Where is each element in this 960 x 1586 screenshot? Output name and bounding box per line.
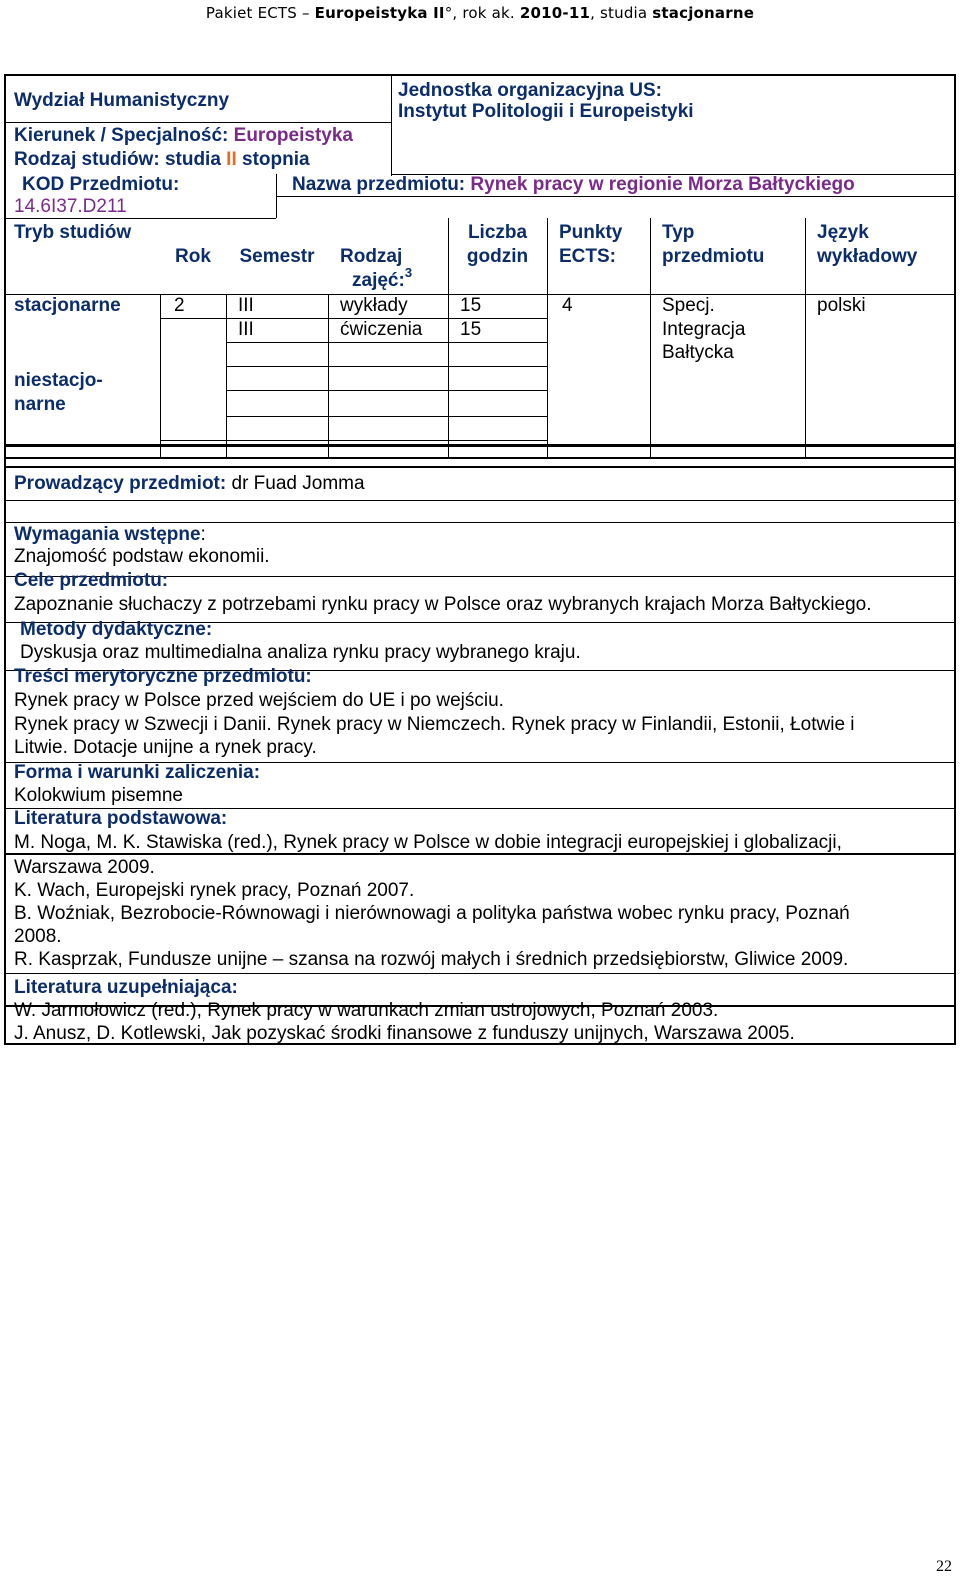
methods-label: Metody dydaktyczne: [20,619,213,640]
semestr-1: III [238,295,254,316]
content-line-3: Litwie. Dotacje unijne a rynek pracy. [14,737,317,758]
lecturer [14,473,365,495]
literature-item-3a: B. Woźniak, Bezrobocie-Równowagi i nierównowagi a polityka państwa wobec rynku pracy, Poznań [14,903,850,924]
goals-text: Zapoznanie słuchaczy z potrzebami rynku pracy w Polsce oraz wybranych krajach Morza Bałtyckiego. [14,594,872,615]
requirements-colon: : [200,524,206,545]
col-liczba-2: godzin [466,246,529,267]
grid-line [6,446,954,447]
col-typ-2: przedmiotu [662,246,765,267]
faculty: Wydział Humanistyczny [14,90,230,111]
study-type [14,149,310,171]
study-type-b: II [226,149,237,170]
literature-item-4: R. Kasprzak, Fundusze unijne – szansa na rozwój małych i średnich przedsiębiorstw, Gliwice 2009. [14,949,849,970]
grid-line [805,218,806,459]
grid-line [226,390,547,391]
course-metadata-table [4,74,956,459]
grid-line [276,196,954,197]
grid-line [226,416,547,417]
form-label: Forma i warunki zaliczenia: [14,762,261,783]
grid-line [226,342,547,343]
footnote-3: 3 [404,265,413,280]
col-rodzaj-2 [352,265,413,293]
grid-line [160,440,547,441]
col-rok: Rok [175,246,211,267]
literature-item-1b: Warszawa 2009. [14,857,155,878]
header-program: Europeistyka II [314,4,445,22]
grid-line [650,218,651,459]
header-prefix: Pakiet ECTS – [205,4,315,22]
content-line-2: Rynek pracy w Szwecji i Danii. Rynek pracy w Niemczech. Rynek pracy w Finlandii, Estonii, Łotwie i [14,714,855,735]
field-label: Kierunek / Specjalność: [14,125,229,146]
godziny-2: 15 [460,319,482,340]
supplementary-literature-box [4,973,956,1045]
code-value: 14.6I37.D211 [14,196,127,217]
grid-line [6,218,276,219]
row-niestacjonarne-1: niestacjo- [14,370,103,391]
col-jezyk-2: wykładowy [817,246,918,267]
supplementary-literature-label: Literatura uzupełniająca: [14,977,238,998]
study-type-a: studia [164,149,221,170]
rodzaj-1: wykłady [340,295,408,316]
header-mode: stacjonarne [652,4,755,22]
semestr-2: III [238,319,254,340]
methods-text: Dyskusja oraz multimedialna analiza rynku pracy wybranego kraju. [20,642,581,663]
col-semestr: Semestr [239,246,315,267]
requirements-heading [14,524,206,546]
code-label: KOD Przedmiotu: [22,174,180,195]
literature-item-2: K. Wach, Europejski rynek pracy, Poznań 2007. [14,880,415,901]
col-rodzaj-2-text: zajęć: [352,270,405,291]
col-typ: Typ [662,222,695,243]
field-value: Europeistyka [233,125,353,146]
supplementary-item-2: J. Anusz, D. Kotlewski, Jak pozyskać środki finansowe z funduszy unijnych, Warszawa 2005. [14,1023,795,1044]
header-degree-mark: ° [444,4,453,22]
grid-line [6,122,391,123]
supplementary-item-1: W. Jarmołowicz (red.), Rynek pracy w warunkach zmian ustrojowych, Poznań 2003. [14,1000,719,1021]
lecturer-label: Prowadzący przedmiot: [14,473,227,494]
rok-value: 2 [174,295,185,316]
row-niestacjonarne-2: narne [14,394,66,415]
typ-line-3: Bałtycka [662,342,734,363]
literature-label: Literatura podstawowa: [14,808,228,829]
header-middle2: , studia [590,4,653,22]
grid-line [391,76,392,176]
ects-value: 4 [562,295,573,316]
grid-line [6,522,954,523]
rodzaj-2: ćwiczenia [340,319,423,340]
subject-label: Nazwa przedmiotu: [292,174,466,195]
form-text: Kolokwium pisemne [14,785,183,806]
study-type-label: Rodzaj studiów: [14,149,160,170]
study-type-c: stopnia [242,149,310,170]
col-jezyk: Język [817,222,869,243]
typ-line-1: Specj. [662,295,715,316]
grid-line [6,500,954,501]
typ-line-2: Integracja [662,319,746,340]
page-header [0,4,960,22]
requirements-text: Znajomość podstaw ekonomii. [14,546,270,567]
subject [292,174,855,196]
grid-line [547,218,548,459]
header-year: 2010-11 [519,4,591,22]
col-rodzaj: Rodzaj [340,246,403,267]
col-liczba: Liczba [467,222,528,243]
course-content-box [4,444,956,855]
lecturer-value: dr Fuad Jomma [231,473,365,494]
goals-label: Cele przedmiotu: [14,570,169,591]
header-middle: , rok ak. [452,4,520,22]
requirements-label: Wymagania wstępne [14,524,201,545]
unit-label: Jednostka organizacyjna US: [398,80,662,101]
content-line-1: Rynek pracy w Polsce przed wejściem do UE i po wejściu. [14,690,504,711]
row-stacjonarne: stacjonarne [14,295,121,316]
jezyk-value: polski [817,295,866,316]
grid-line [226,366,547,367]
godziny-1: 15 [460,295,482,316]
content-label: Treści merytoryczne przedmiotu: [14,666,312,687]
page-number: 22 [936,1558,952,1575]
literature-item-1a: M. Noga, M. K. Stawiska (red.), Rynek pracy w Polsce w dobie integracji europejskiej i globalizacji, [14,832,842,853]
field-of-study [14,125,353,147]
unit-value: Instytut Politologii i Europeistyki [398,101,694,122]
col-punkty: Punkty [559,222,623,243]
col-tryb: Tryb studiów [14,222,132,243]
col-punkty-2: ECTS: [559,246,616,267]
subject-value: Rynek pracy w regionie Morza Bałtyckiego [470,174,855,195]
literature-item-3b: 2008. [14,926,62,947]
